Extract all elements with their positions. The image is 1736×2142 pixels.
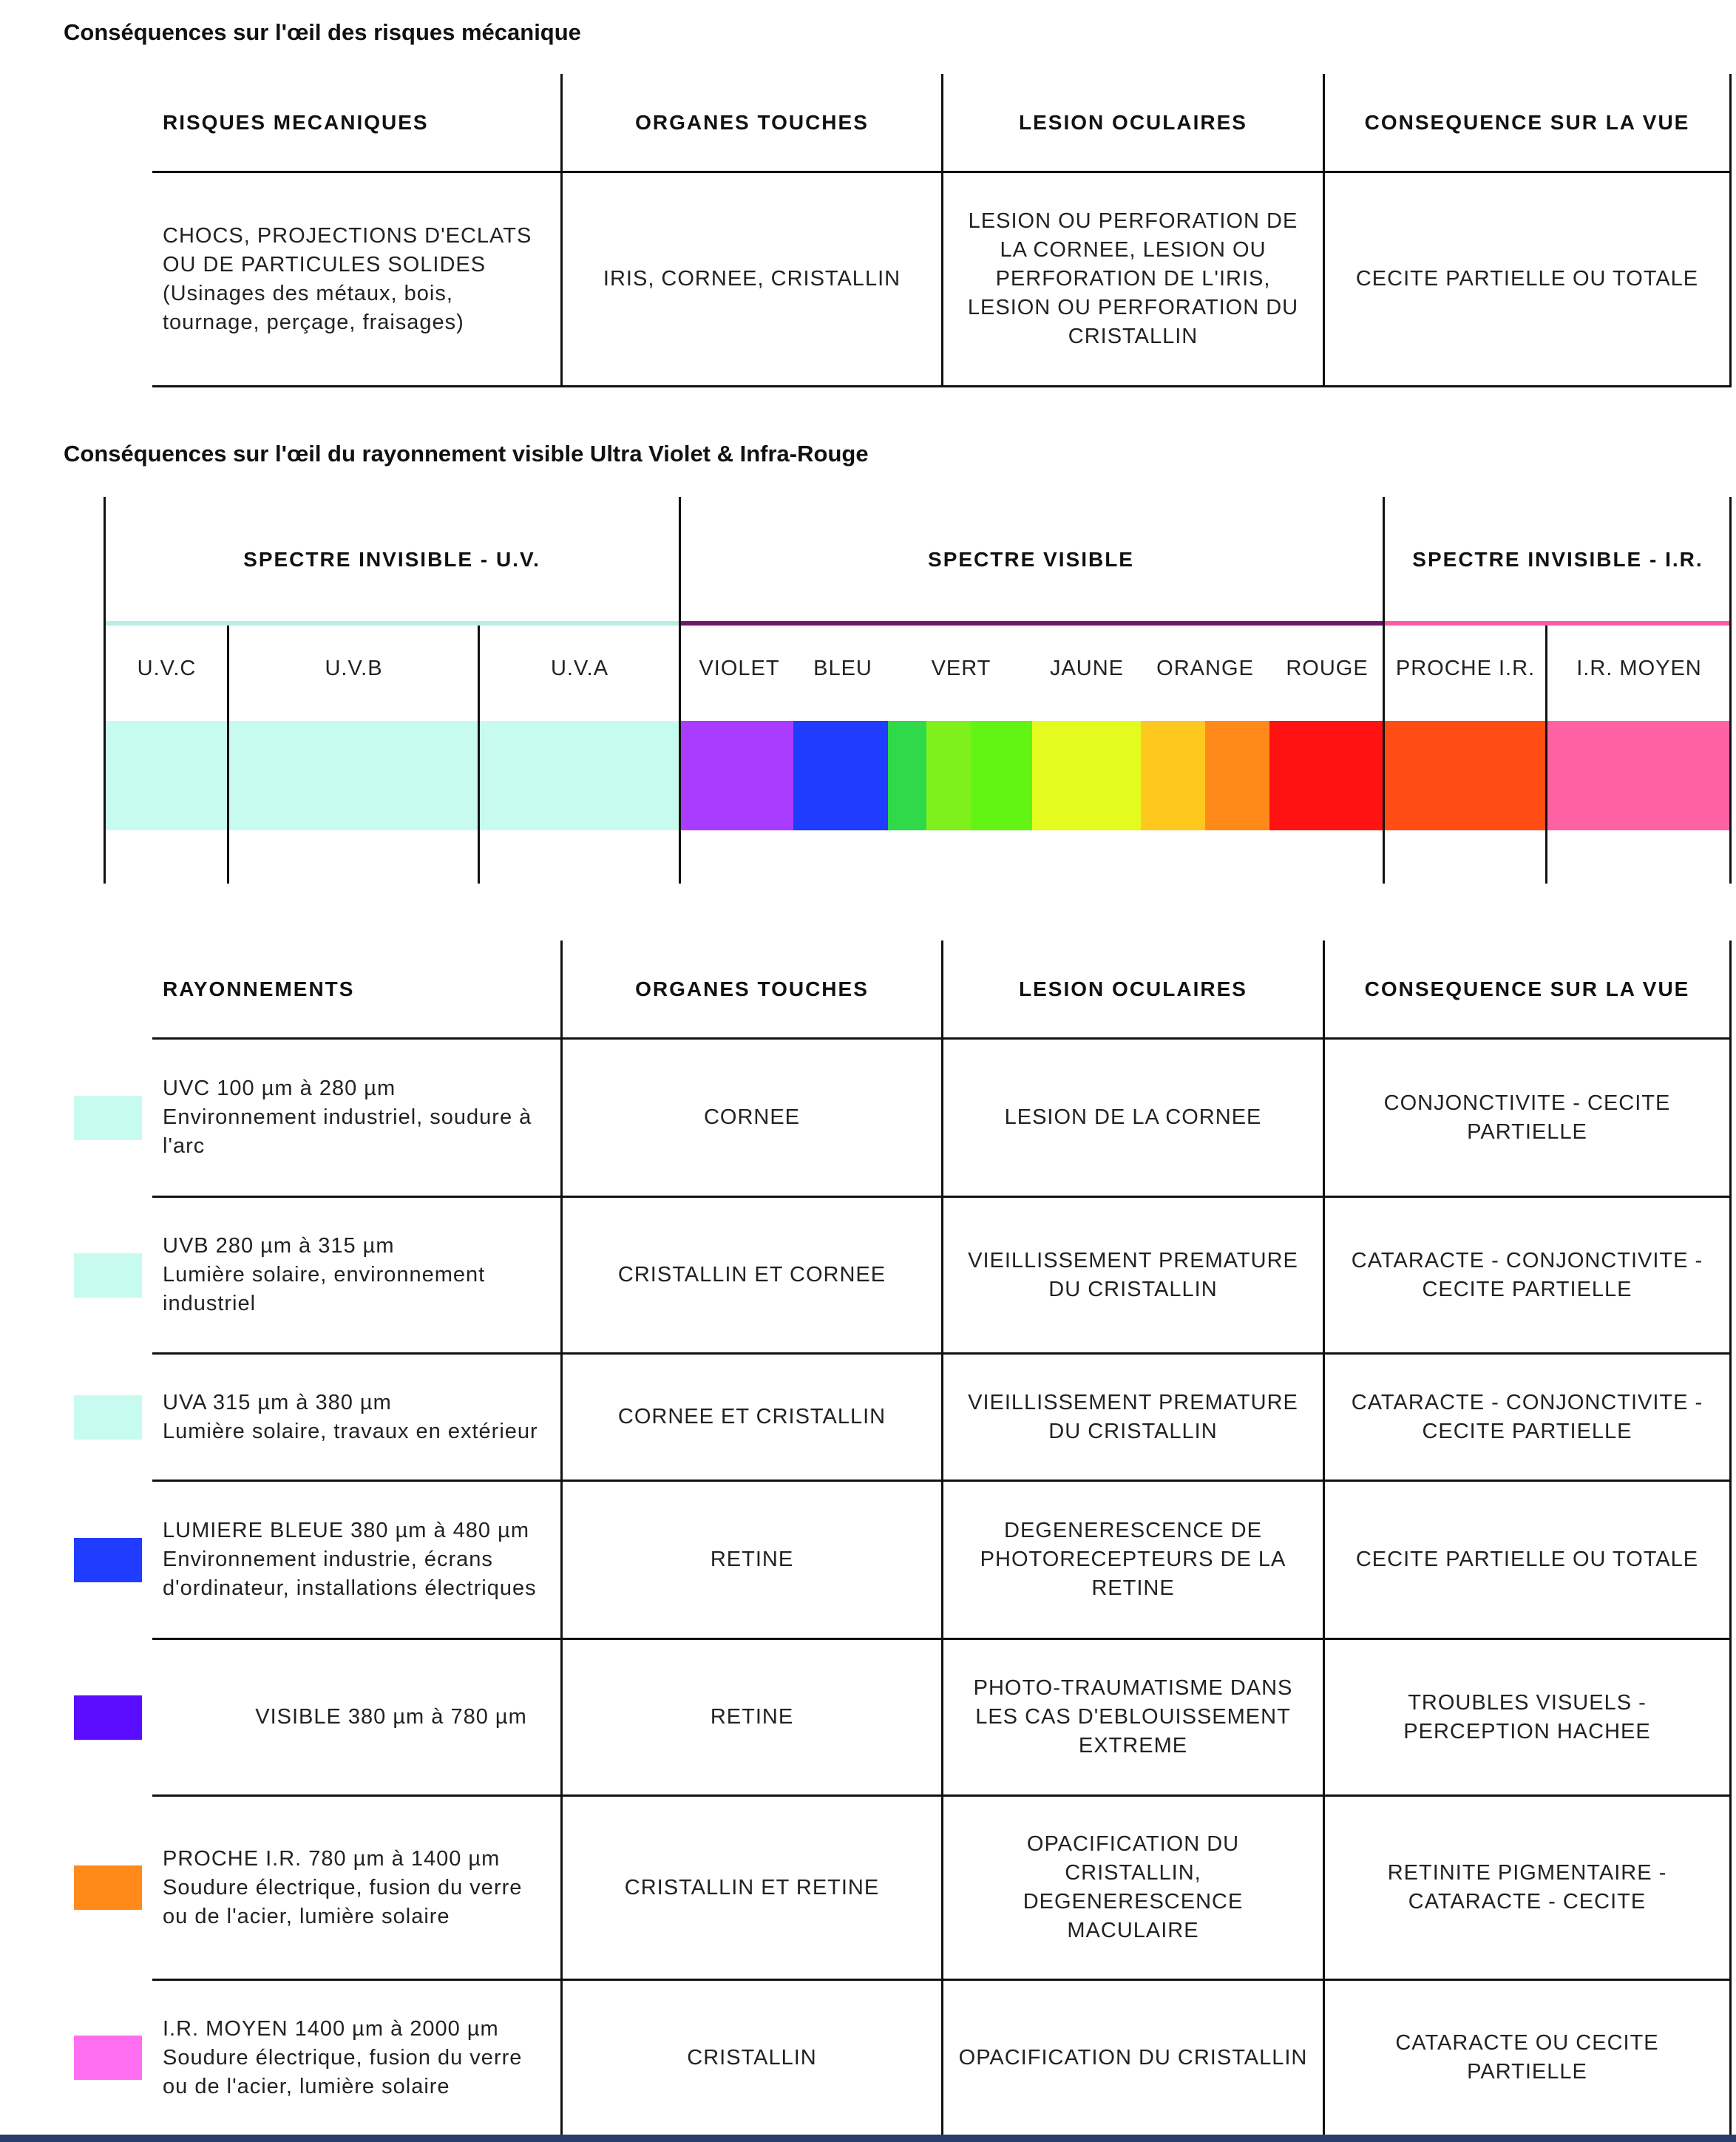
band-label-bleu: BLEU bbox=[813, 657, 872, 680]
band-uv bbox=[106, 721, 680, 830]
header-lesion-oculaires: LESION OCULAIRES bbox=[1019, 111, 1247, 134]
page-bottom-rule bbox=[0, 2135, 1736, 2142]
header-lesion-oculaires: LESION OCULAIRES bbox=[1019, 977, 1247, 1000]
spectrum-divider bbox=[1729, 497, 1732, 884]
spectrum-divider bbox=[679, 497, 681, 884]
consequence-cell: CECITE PARTIELLE OU TOTALE bbox=[1355, 1548, 1699, 1571]
header-rayonnements: RAYONNEMENTS bbox=[163, 977, 355, 1000]
band-label-rouge: ROUGE bbox=[1286, 657, 1369, 680]
header-risques-mecaniques: RISQUES MECANIQUES bbox=[163, 111, 429, 134]
band-orange-2 bbox=[1205, 721, 1269, 830]
rayon-cell: LUMIERE BLEUE 380 µm à 480 µm Environnement industrie, écrans d'ordinateur, installations électriques bbox=[163, 1519, 537, 1600]
table-divider bbox=[1729, 940, 1732, 2135]
band-label-ir-moyen: I.R. MOYEN bbox=[1576, 657, 1702, 680]
section-title-mechanical: Conséquences sur l'œil des risques mécanique bbox=[64, 19, 581, 45]
spectrum-divider bbox=[104, 497, 106, 884]
organs-cell: RETINE bbox=[710, 1705, 794, 1729]
spectrum-divider bbox=[1383, 497, 1385, 884]
spectrum-group-ir: SPECTRE INVISIBLE - I.R. bbox=[1412, 547, 1703, 571]
organs-cell: CORNEE ET CRISTALLIN bbox=[617, 1405, 886, 1428]
lesion-cell: LESION DE LA CORNEE bbox=[1004, 1105, 1262, 1129]
organs-cell: RETINE bbox=[710, 1548, 794, 1571]
spectrum-group-uv: SPECTRE INVISIBLE - U.V. bbox=[243, 547, 540, 571]
consequence-cell: TROUBLES VISUELS - PERCEPTION HACHEE bbox=[1403, 1690, 1651, 1743]
uv-group-line bbox=[106, 621, 680, 626]
header-organes-touches: ORGANES TOUCHES bbox=[635, 111, 869, 134]
lesion-cell: VIEILLISSEMENT PREMATURE DU CRISTALLIN bbox=[968, 1248, 1298, 1301]
spectrum-divider bbox=[227, 626, 229, 884]
consequence-cell: CATARACTE - CONJONCTIVITE - CECITE PARTIELLE bbox=[1351, 1390, 1703, 1443]
band-vert-3 bbox=[971, 721, 1032, 830]
band-ir-moyen bbox=[1547, 721, 1732, 830]
header-consequence-vue: CONSEQUENCE SUR LA VUE bbox=[1364, 111, 1690, 134]
organs-cell: CRISTALLIN ET RETINE bbox=[624, 1875, 880, 1899]
spectrum-divider bbox=[1545, 626, 1547, 884]
organs-cell: CRISTALLIN bbox=[687, 2045, 817, 2070]
band-violet bbox=[680, 721, 793, 830]
rayon-cell: UVA 315 µm à 380 µm Lumière solaire, travaux en extérieur bbox=[163, 1390, 538, 1443]
spectrum-group-visible: SPECTRE VISIBLE bbox=[928, 547, 1134, 571]
rayon-cell: UVB 280 µm à 315 µm Lumière solaire, environnement industriel bbox=[163, 1234, 486, 1315]
band-label-proche-ir: PROCHE I.R. bbox=[1395, 657, 1536, 680]
organs-cell: IRIS, CORNEE, CRISTALLIN bbox=[603, 267, 901, 291]
organs-cell: CORNEE bbox=[703, 1105, 801, 1129]
band-label-jaune: JAUNE bbox=[1049, 657, 1125, 680]
spectrum-divider bbox=[478, 626, 480, 884]
header-consequence-vue: CONSEQUENCE SUR LA VUE bbox=[1364, 977, 1690, 1000]
table-divider bbox=[1729, 74, 1732, 387]
band-rouge bbox=[1269, 721, 1384, 830]
rayon-cell: I.R. MOYEN 1400 µm à 2000 µm Soudure électrique, fusion du verre ou de l'acier, lumière solaire bbox=[163, 2016, 523, 2098]
band-label-vert: VERT bbox=[931, 657, 991, 680]
consequence-cell: RETINITE PIGMENTAIRE - CATARACTE - CECITE bbox=[1387, 1861, 1667, 1914]
rayon-cell: UVC 100 µm à 280 µm Environnement industriel, soudure à l'arc bbox=[163, 1077, 532, 1158]
lesion-cell: OPACIFICATION DU CRISTALLIN bbox=[958, 2045, 1308, 2070]
band-label-uva: U.V.A bbox=[550, 657, 609, 680]
band-label-uvb: U.V.B bbox=[325, 657, 383, 680]
band-vert-2 bbox=[926, 721, 971, 830]
lesion-cell: VIEILLISSEMENT PREMATURE DU CRISTALLIN bbox=[968, 1390, 1298, 1443]
section-title-radiation: Conséquences sur l'œil du rayonnement visible Ultra Violet & Infra-Rouge bbox=[64, 441, 869, 467]
band-bleu bbox=[793, 721, 888, 830]
lesion-cell: LESION OU PERFORATION DE LA CORNEE, LESION OU PERFORATION DE L'IRIS, LESION OU PERFORATION DU CRISTALLIN bbox=[967, 209, 1299, 348]
band-label-violet: VIOLET bbox=[699, 657, 780, 680]
consequence-cell: CATARACTE OU CECITE PARTIELLE bbox=[1395, 2031, 1659, 2084]
band-orange-1 bbox=[1141, 721, 1205, 830]
ir-group-line bbox=[1384, 621, 1732, 626]
rayon-cell: PROCHE I.R. 780 µm à 1400 µm Soudure électrique, fusion du verre ou de l'acier, lumière solaire bbox=[163, 1846, 523, 1928]
risk-cell: CHOCS, PROJECTIONS D'ECLATS OU DE PARTICULES SOLIDES (Usinages des métaux, bois, tournage, perçage, fraisages) bbox=[163, 223, 532, 334]
consequence-cell: CATARACTE - CONJONCTIVITE - CECITE PARTIELLE bbox=[1351, 1248, 1703, 1301]
band-proche-ir bbox=[1384, 721, 1547, 830]
band-label-uvc: U.V.C bbox=[137, 657, 197, 680]
table-divider bbox=[152, 385, 1732, 387]
band-label-orange: ORANGE bbox=[1156, 657, 1254, 680]
lesion-cell: DEGENERESCENCE DE PHOTORECEPTEURS DE LA RETINE bbox=[980, 1519, 1286, 1600]
lesion-cell: PHOTO-TRAUMATISME DANS LES CAS D'EBLOUISSEMENT EXTREME bbox=[973, 1676, 1293, 1758]
lesion-cell: OPACIFICATION DU CRISTALLIN, DEGENERESCENCE MACULAIRE bbox=[1023, 1832, 1244, 1942]
consequence-cell: CECITE PARTIELLE OU TOTALE bbox=[1355, 267, 1699, 291]
organs-cell: CRISTALLIN ET CORNEE bbox=[617, 1263, 886, 1287]
header-organes-touches: ORGANES TOUCHES bbox=[635, 977, 869, 1000]
rayon-cell: VISIBLE 380 µm à 780 µm bbox=[255, 1705, 527, 1729]
band-jaune bbox=[1032, 721, 1141, 830]
consequence-cell: CONJONCTIVITE - CECITE PARTIELLE bbox=[1383, 1091, 1671, 1144]
visible-group-line bbox=[680, 621, 1384, 626]
band-vert-1 bbox=[888, 721, 926, 830]
